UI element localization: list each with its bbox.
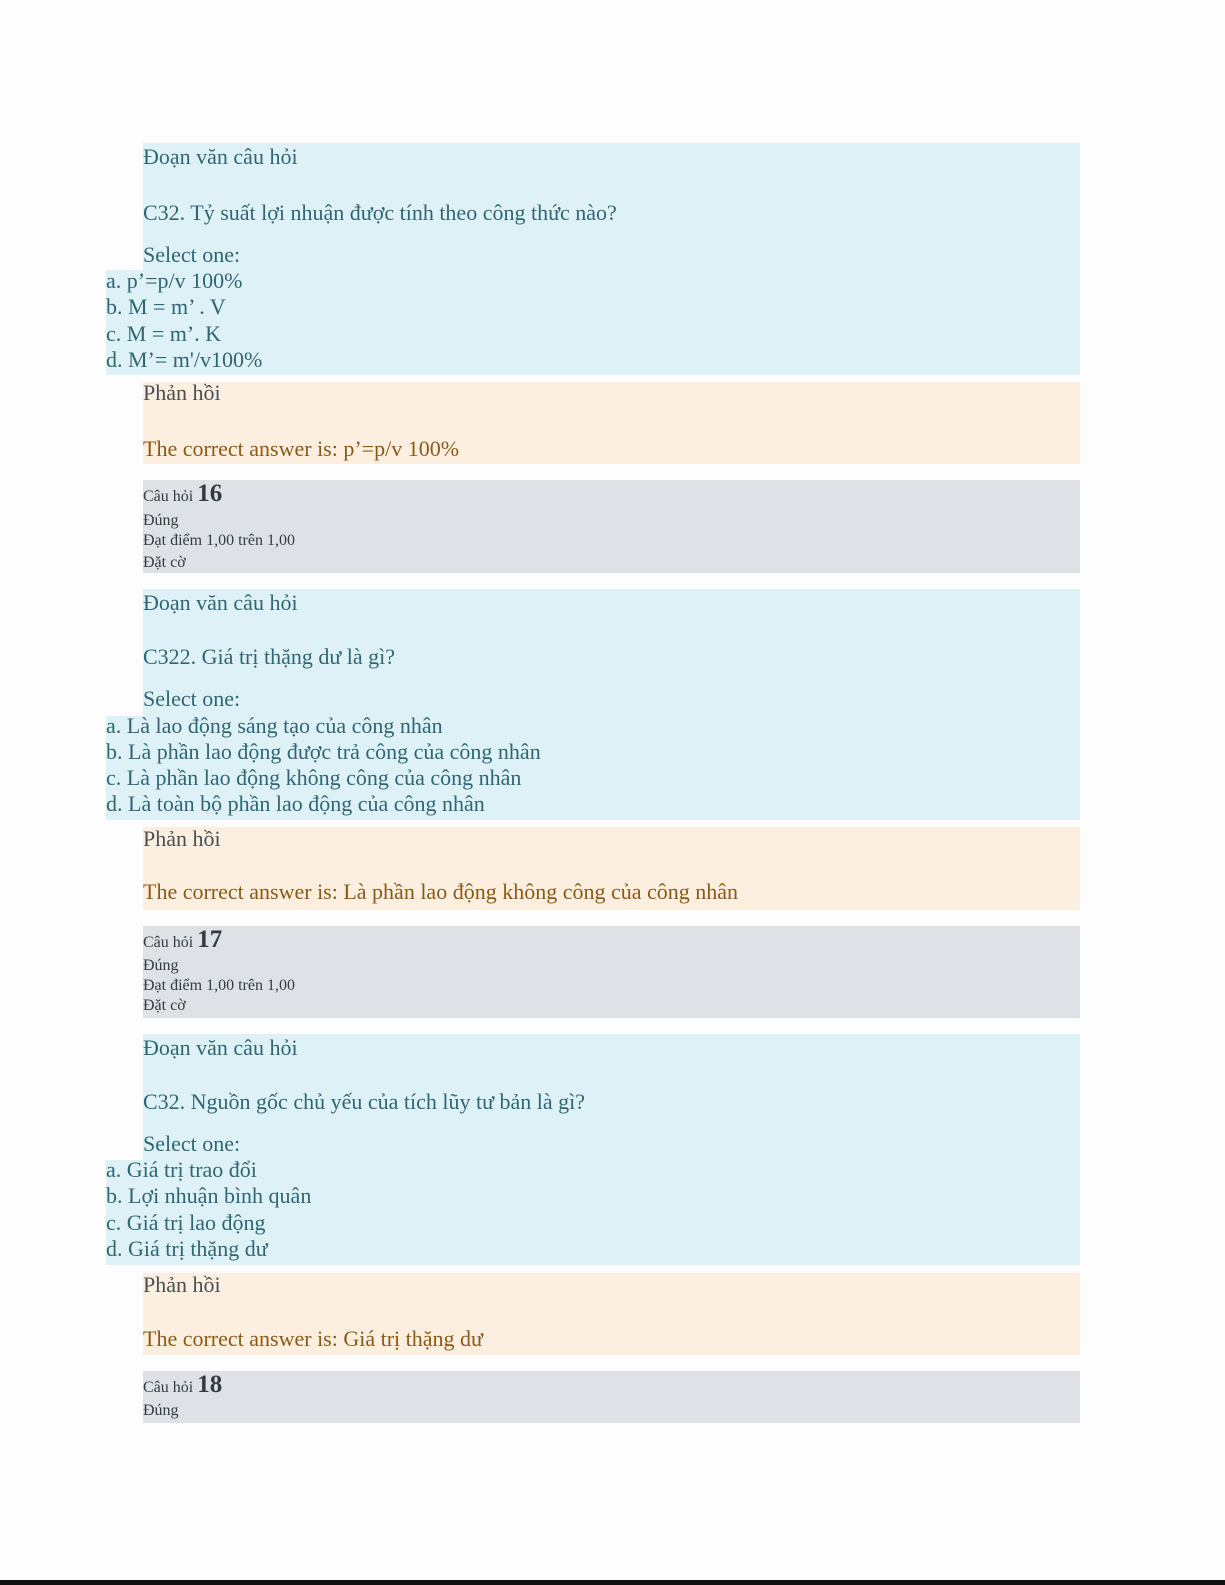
question-section-label: Đoạn văn câu hỏi — [143, 590, 298, 615]
select-one-label: Select one: — [143, 1131, 241, 1156]
answer-option-a[interactable]: a. Là lao động sáng tạo của công nhân — [106, 713, 443, 738]
question-label — [143, 480, 222, 508]
question-number: 17 — [197, 926, 223, 953]
question-info-panel — [143, 480, 1080, 573]
question-text: C32. Tỷ suất lợi nhuận được tính theo công thức nào? — [143, 200, 617, 225]
correct-answer-text: The correct answer is: Giá trị thặng dư — [143, 1326, 483, 1351]
select-one-label: Select one: — [143, 242, 241, 267]
answer-option-c[interactable]: c. M = m’. K — [106, 321, 222, 346]
question-grade: Đạt điểm 1,00 trên 1,00 — [143, 532, 295, 549]
question-label — [143, 1371, 222, 1399]
question-text: C322. Giá trị thặng dư là gì? — [143, 644, 396, 669]
answer-option-a[interactable]: a. p’=p/v 100% — [106, 268, 243, 293]
question-number: 18 — [197, 1371, 223, 1398]
question-number: 16 — [197, 480, 223, 507]
question-label-text: Câu hỏi — [143, 934, 194, 951]
answer-option-d[interactable]: d. Là toàn bộ phần lao động của công nhân — [106, 791, 485, 816]
flag-question-link[interactable]: Đặt cờ — [143, 997, 186, 1014]
flag-question-link[interactable]: Đặt cờ — [143, 554, 186, 571]
question-section-label: Đoạn văn câu hỏi — [143, 1035, 298, 1060]
question-info-panel — [143, 1371, 1080, 1423]
question-status: Đúng — [143, 957, 179, 974]
answer-option-b[interactable]: b. Lợi nhuận bình quân — [106, 1183, 312, 1208]
question-section-label: Đoạn văn câu hỏi — [143, 144, 298, 169]
question-text: C32. Nguồn gốc chủ yếu của tích lũy tư bản là gì? — [143, 1089, 586, 1114]
feedback-label: Phản hồi — [143, 1272, 221, 1297]
answer-option-d[interactable]: d. M’= m'/v100% — [106, 347, 263, 372]
question-label-text: Câu hỏi — [143, 1379, 194, 1396]
answer-option-a[interactable]: a. Giá trị trao đổi — [106, 1157, 257, 1182]
page-bottom-border — [0, 1580, 1225, 1585]
question-label — [143, 926, 222, 954]
correct-answer-text: The correct answer is: Là phần lao động không công của công nhân — [143, 879, 739, 904]
answer-option-d[interactable]: d. Giá trị thặng dư — [106, 1236, 268, 1261]
feedback-label: Phản hồi — [143, 380, 221, 405]
select-one-label: Select one: — [143, 686, 241, 711]
question-grade: Đạt điểm 1,00 trên 1,00 — [143, 977, 295, 994]
question-status: Đúng — [143, 512, 179, 529]
feedback-label: Phản hồi — [143, 826, 221, 851]
question-info-panel — [143, 926, 1080, 1018]
correct-answer-text: The correct answer is: p’=p/v 100% — [143, 436, 460, 461]
answer-option-b[interactable]: b. Là phần lao động được trả công của công nhân — [106, 739, 541, 764]
question-label-text: Câu hỏi — [143, 488, 194, 505]
question-status: Đúng — [143, 1402, 179, 1419]
answer-option-c[interactable]: c. Giá trị lao động — [106, 1210, 266, 1235]
answer-option-b[interactable]: b. M = m’ . V — [106, 294, 226, 319]
answer-option-c[interactable]: c. Là phần lao động không công của công nhân — [106, 765, 522, 790]
